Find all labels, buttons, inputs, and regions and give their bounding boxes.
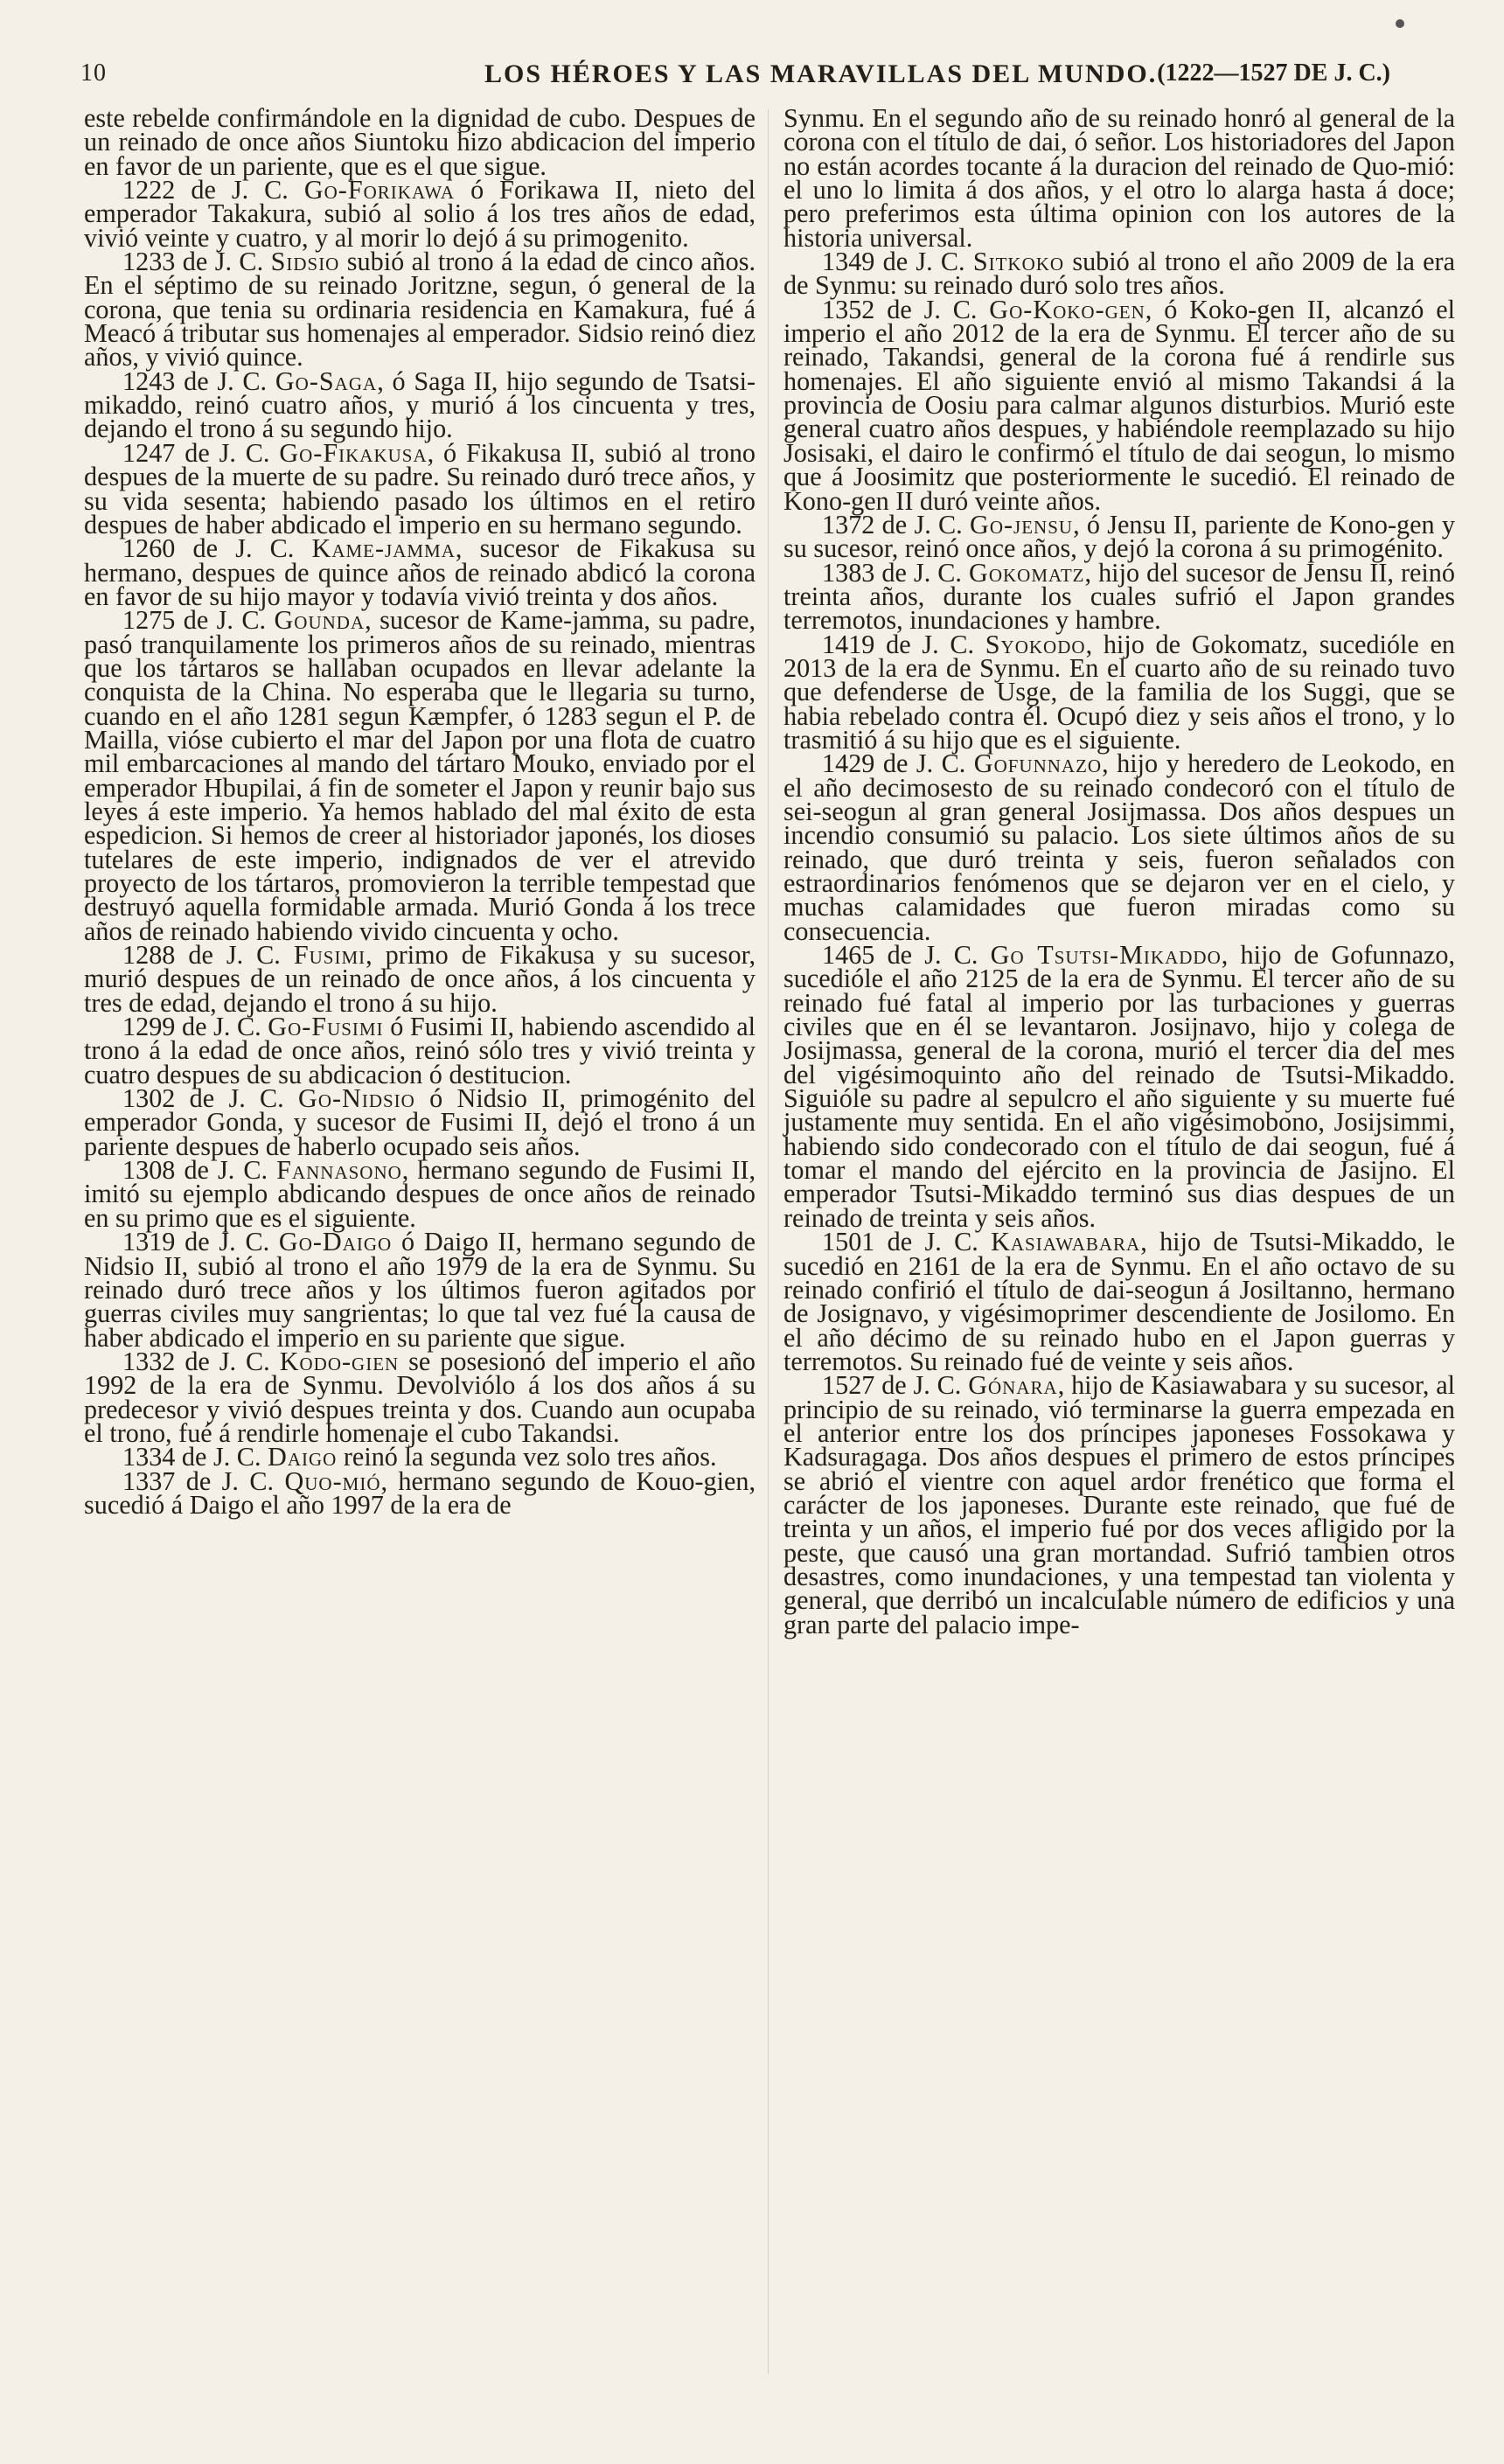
emperor-name: Syokodo bbox=[985, 629, 1086, 659]
print-speck bbox=[1396, 19, 1404, 28]
paragraph bbox=[84, 940, 755, 1018]
entry-text: , hijo y heredero de Leokodo, en el año decimosesto de su reinado condecoró con el título de sei-seogun al gran general Josijmassa. Dos años despues un incendio consumió su palacio. Los siete últimos años de su reinado, que duró treinta y seis, fueron señalados con estraordinarios fenómenos que se dejaron ver en el cielo, y muchas calamidades que fueron miradas como su consecuencia. bbox=[783, 748, 1456, 946]
entry-text: , hermano segundo de Kouo-gien, sucedió á Daigo el año 1997 de la era de bbox=[84, 1465, 756, 1520]
entry-year: 1419 de J. C. bbox=[822, 629, 975, 659]
paragraph bbox=[84, 247, 756, 372]
emperor-name: Go-Fusimi bbox=[268, 1012, 384, 1042]
entry-year: 1308 de J. C. bbox=[122, 1155, 268, 1186]
emperor-name: Gounda bbox=[274, 605, 366, 636]
emperor-name: Go-Fikakusa bbox=[279, 437, 428, 468]
entry-text: , hermano segundo de Fusimi II, imitó su ejemplo abdicando despues de once años de reinado en su primo que es el siguiente. bbox=[84, 1155, 755, 1233]
emperor-name: Daigo bbox=[268, 1442, 338, 1472]
entry-year: 1383 de J. C. bbox=[822, 557, 962, 588]
emperor-name: Go-Daigo bbox=[278, 1227, 393, 1257]
paragraph bbox=[783, 294, 1456, 516]
entry-year: 1501 de J. C. bbox=[822, 1227, 978, 1257]
emperor-name: Go Tsutsi-Mikaddo bbox=[990, 940, 1222, 971]
paragraph bbox=[84, 1465, 756, 1520]
entry-text: , ó Saga II, hijo segundo de Tsatsi-mikaddo, reinó cuatro años, y murió á los cincuenta y tres, dejando el trono á su segundo hijo. bbox=[84, 365, 756, 444]
entry-year: 1299 de J. C. bbox=[122, 1012, 261, 1042]
entry-text: , ó Jensu II, pariente de Kono-gen y su sucesor, reinó once años, y dejó la corona á su primogénito. bbox=[783, 509, 1456, 564]
entry-text: reinó la segunda vez solo tres años. bbox=[337, 1442, 717, 1472]
emperor-name: Sidsio bbox=[270, 247, 340, 277]
entry-text: ó Nidsio II, primogénito del emperador Gonda, y sucesor de Fusimi II, dejó el trono á un pariente despues de haberlo ocupado seis años. bbox=[84, 1083, 755, 1161]
entry-text: Synmu. En el segundo año de su reinado honró al general de la corona con el título de dai, ó señor. Los historiadores del Japon no están acordes tocante á la duracion del reinado de Quo-mió: el uno lo limita á dos años, y el otro lo alarga hasta á doce; pero preferimos esta última opinion con los autores de la historia universal. bbox=[783, 103, 1455, 253]
paragraph bbox=[84, 1083, 755, 1161]
entry-year: 1275 de J. C. bbox=[122, 605, 267, 636]
running-title: LOS HÉROES Y LAS MARAVILLAS DEL MUNDO. bbox=[484, 59, 1158, 88]
emperor-name: Go-Forikawa bbox=[303, 175, 456, 205]
paragraph bbox=[84, 533, 756, 611]
date-range: (1222—1527 DE J. C.) bbox=[1157, 59, 1390, 87]
paragraph bbox=[84, 365, 756, 444]
right-column bbox=[783, 103, 1456, 1639]
paragraph bbox=[84, 103, 755, 181]
entry-year: 1527 de J. C. bbox=[822, 1370, 962, 1401]
emperor-name: Gónara bbox=[968, 1370, 1058, 1401]
page-number: 10 bbox=[80, 59, 107, 87]
entry-year: 1332 de J. C. bbox=[122, 1346, 270, 1376]
paragraph bbox=[84, 1227, 755, 1353]
entry-year: 1349 de J. C. bbox=[822, 247, 965, 277]
emperor-name: Gofunnazo bbox=[973, 748, 1103, 779]
entry-year: 1288 de J. C. bbox=[122, 940, 281, 971]
emperor-name: Gokomatz bbox=[969, 557, 1085, 588]
entry-text: , hijo de Gokomatz, sucedióle en 2013 de la era de Synmu. En el cuarto año de su reinado tuvo que defenderse de Usge, de la familia de los Suggi, que se habia rebelado contra él. Ocupó diez y seis años el trono, y lo trasmitió á su hijo que es el siguiente. bbox=[783, 629, 1455, 755]
entry-text: , ó Fikakusa II, subió al trono despues de la muerte de su padre. Su reinado duró trece años, y su vida sesenta; habiendo pasado los últimos en el retiro despues de haber abdicado el imperio en su hermano segundo. bbox=[84, 437, 756, 539]
paragraph bbox=[84, 1012, 756, 1089]
entry-year: 1302 de J. C. bbox=[122, 1083, 284, 1114]
entry-text: ó Fusimi II, habiendo ascendido al trono á la edad de once años, reinó sólo tres y vivió treinta y cuatro despues de su abdicacion ó destitucion. bbox=[84, 1012, 756, 1089]
paragraph bbox=[84, 175, 756, 253]
entry-year: 1319 de J. C. bbox=[122, 1227, 270, 1257]
entry-year: 1243 de J. C. bbox=[122, 365, 268, 396]
entry-year: 1247 de J. C. bbox=[122, 437, 270, 468]
entry-text: subió al trono el año 2009 de la era de Synmu: su reinado duró solo tres años. bbox=[783, 247, 1456, 301]
emperor-name: Quo-mió bbox=[284, 1465, 381, 1496]
emperor-name: Go-Nidsio bbox=[298, 1083, 415, 1114]
paragraph bbox=[783, 940, 1456, 1233]
entry-year: 1334 de J. C. bbox=[122, 1442, 261, 1472]
entry-text: ó Forikawa II, nieto del emperador Takakura, subió al solio á los tres años de edad, vivió veinte y cuatro, y al morir lo dejó á su primogenito. bbox=[84, 175, 756, 253]
paragraph bbox=[783, 1370, 1456, 1639]
entry-year: 1465 de J. C. bbox=[822, 940, 978, 971]
entry-text: , hijo de Gofunnazo, sucedióle el año 2125 de la era de Synmu. El tercer año de su reinado fué fatal al imperio por las turbaciones y guerras civiles que en él se levantaron. Josijnavo, hijo y colega de Josijmassa, general de la corona, murió el tercer dia del mes del vigésimoquinto año del reinado de Tsutsi-Mikaddo. Siguióle su padre al sepulcro el año siguiente y su muerte fué justamente muy sentida. En el año vigésimobono, Josijsimmi, habiendo sido condecorado con el título de dai seogun, fué á tomar el mando del ejército en la provincia de Jasijno. El emperador Tsutsi-Mikaddo terminó sus dias despues de un reinado de treinta y seis años. bbox=[783, 940, 1456, 1233]
paragraph bbox=[84, 605, 756, 946]
entry-year: 1233 de J. C. bbox=[122, 247, 264, 277]
entry-year: 1222 de J. C. bbox=[122, 175, 289, 205]
emperor-name: Go-Saga bbox=[275, 365, 378, 396]
paragraph bbox=[84, 437, 756, 539]
paragraph bbox=[783, 1227, 1456, 1376]
paragraph bbox=[783, 247, 1456, 301]
paragraph bbox=[783, 629, 1455, 755]
entry-text: , sucesor de Kame-jamma, su padre, pasó tranquilamente los primeros años de su reinado, mientras que los tártaros se hallaban ocupados en llevar adelante la conquista de la China. No esperaba que le llegaria su turno, cuando en el año 1281 segun Kæmpfer, ó 1283 segun el P. de Mailla, vióse cubierto el mar del Japon por una flota de cuatro mil embarcaciones al mando del tártaro Mouko, enviado por el emperador Hbupilai, á fin de someter el Japon y reunir bajo sus leyes á este imperio. Ya hemos hablado del mal éxito de esta espedicion. Si hemos de creer al historiador japonés, los dioses tutelares de este imperio, indignados de ver el atrevido proyecto de los tártaros, promovieron la terrible tempestad que destruyó aquella formidable armada. Murió Gonda á los trece años de reinado habiendo vivido cincuenta y ocho. bbox=[84, 605, 756, 946]
emperor-name: Kame-jamma bbox=[311, 533, 456, 564]
left-column bbox=[84, 103, 756, 1520]
page-header bbox=[80, 59, 1390, 103]
paragraph bbox=[84, 1155, 755, 1233]
emperor-name: Sitkoko bbox=[972, 247, 1065, 277]
column-divider bbox=[768, 109, 769, 2374]
entry-text: se posesionó del imperio el año 1992 de la era de Synmu. Devolviólo á los dos años á su predecesor y vivió despues treinta y dos. Cuando aun ocupaba el trono, fué á rendirle homenaje el cubo Takandsi. bbox=[84, 1346, 756, 1448]
paragraph bbox=[783, 748, 1456, 946]
entry-text: , ó Koko-gen II, alcanzó el imperio el año 2012 de la era de Synmu. El tercer año de su reinado, Takandsi, general de la corona fué á rendirle sus homenajes. El año siguiente envió al mismo Takandsi á la provincia de Oosiu para calmar algunos disturbios. Murió este general cuatro años despues, y habiéndole reemplazado su hijo Josisaki, el dairo le confirmó el título de dai seogun, lo mismo que á Joosimitz que posteriormente le sucedió. El reinado de Kono-gen II duró veinte años. bbox=[783, 294, 1456, 516]
paragraph bbox=[783, 557, 1455, 636]
emperor-name: Fusimi bbox=[293, 940, 366, 971]
paragraph bbox=[84, 1346, 756, 1448]
emperor-name: Fannasono bbox=[276, 1155, 402, 1186]
emperor-name: Go-Koko-gen bbox=[989, 294, 1145, 324]
entry-text: , hijo de Tsutsi-Mikaddo, le sucedió en 2161 de la era de Synmu. En el año octavo de su reinado confirió el título de dai-seogun á Josiltanno, hermano de Josignavo, y vigésimoprimer descendiente de Josilomo. En el año décimo de su reinado hubo en el Japon guerras y terremotos. Su reinado fué de veinte y seis años. bbox=[783, 1227, 1456, 1376]
entry-year: 1260 de J. C. bbox=[122, 533, 295, 564]
entry-text: , sucesor de Fikakusa su hermano, despues de quince años de reinado abdicó la corona en favor de su hijo mayor y todavía vivió treinta y dos años. bbox=[84, 533, 756, 611]
entry-text: , hijo del sucesor de Jensu II, reinó treinta años, durante los cuales sufrió el Japon grandes terremotos, inundaciones y hambre. bbox=[783, 557, 1455, 636]
paragraph bbox=[783, 103, 1455, 253]
emperor-name: Kodo-gien bbox=[279, 1346, 400, 1376]
emperor-name: Go-jensu bbox=[970, 509, 1074, 539]
entry-text: ó Daigo II, hermano segundo de Nidsio II, subió al trono el año 1979 de la era de Synmu. Su reinado duró trece años y los últimos fueron agitados por guerras civiles muy sangrientas; lo que tal vez fué la causa de haber abdicado el imperio en su pariente que sigue. bbox=[84, 1227, 755, 1353]
entry-year: 1372 de J. C. bbox=[822, 509, 963, 539]
entry-year: 1337 de J. C. bbox=[122, 1465, 275, 1496]
entry-text: subió al trono á la edad de cinco años. En el séptimo de su reinado Joritzne, segun, ó general de la corona, que tenia su ordinaria residencia en Kamakura, fué á Meacó á tributar sus homenajes al emperador. Sidsio reinó diez años, y vivió quince. bbox=[84, 247, 756, 372]
entry-text: , hijo de Kasiawabara y su sucesor, al principio de su reinado, vió terminarse la guerra empezada en el anterior entre los dos príncipes japoneses Fossokawa y Kadsuragaga. Dos años despues el primero de estos príncipes se abrió el vientre con aquel ardor frenético que forma el carácter de los japoneses. Durante este reinado, que fué de treinta y un años, el imperio fué por dos veces afligido por la peste, que causó una gran mortandad. Sufrió tambien otros desastres, como inundaciones, y una tempestad tan violenta y general, que derribó un incalculable número de edificios y una gran parte del palacio impe- bbox=[783, 1370, 1456, 1639]
entry-text: este rebelde confirmándole en la dignidad de cubo. Despues de un reinado de once años Siuntoku hizo abdicacion del imperio en favor de un pariente, que es el que sigue. bbox=[84, 103, 755, 181]
paragraph bbox=[783, 509, 1456, 564]
emperor-name: Kasiawabara bbox=[991, 1227, 1141, 1257]
entry-year: 1429 de J. C. bbox=[822, 748, 966, 779]
entry-text: , primo de Fikakusa y su sucesor, murió despues de un reinado de once años, á los cincuenta y tres de edad, dejando el trono á su hijo. bbox=[84, 940, 755, 1018]
entry-year: 1352 de J. C. bbox=[822, 294, 978, 324]
